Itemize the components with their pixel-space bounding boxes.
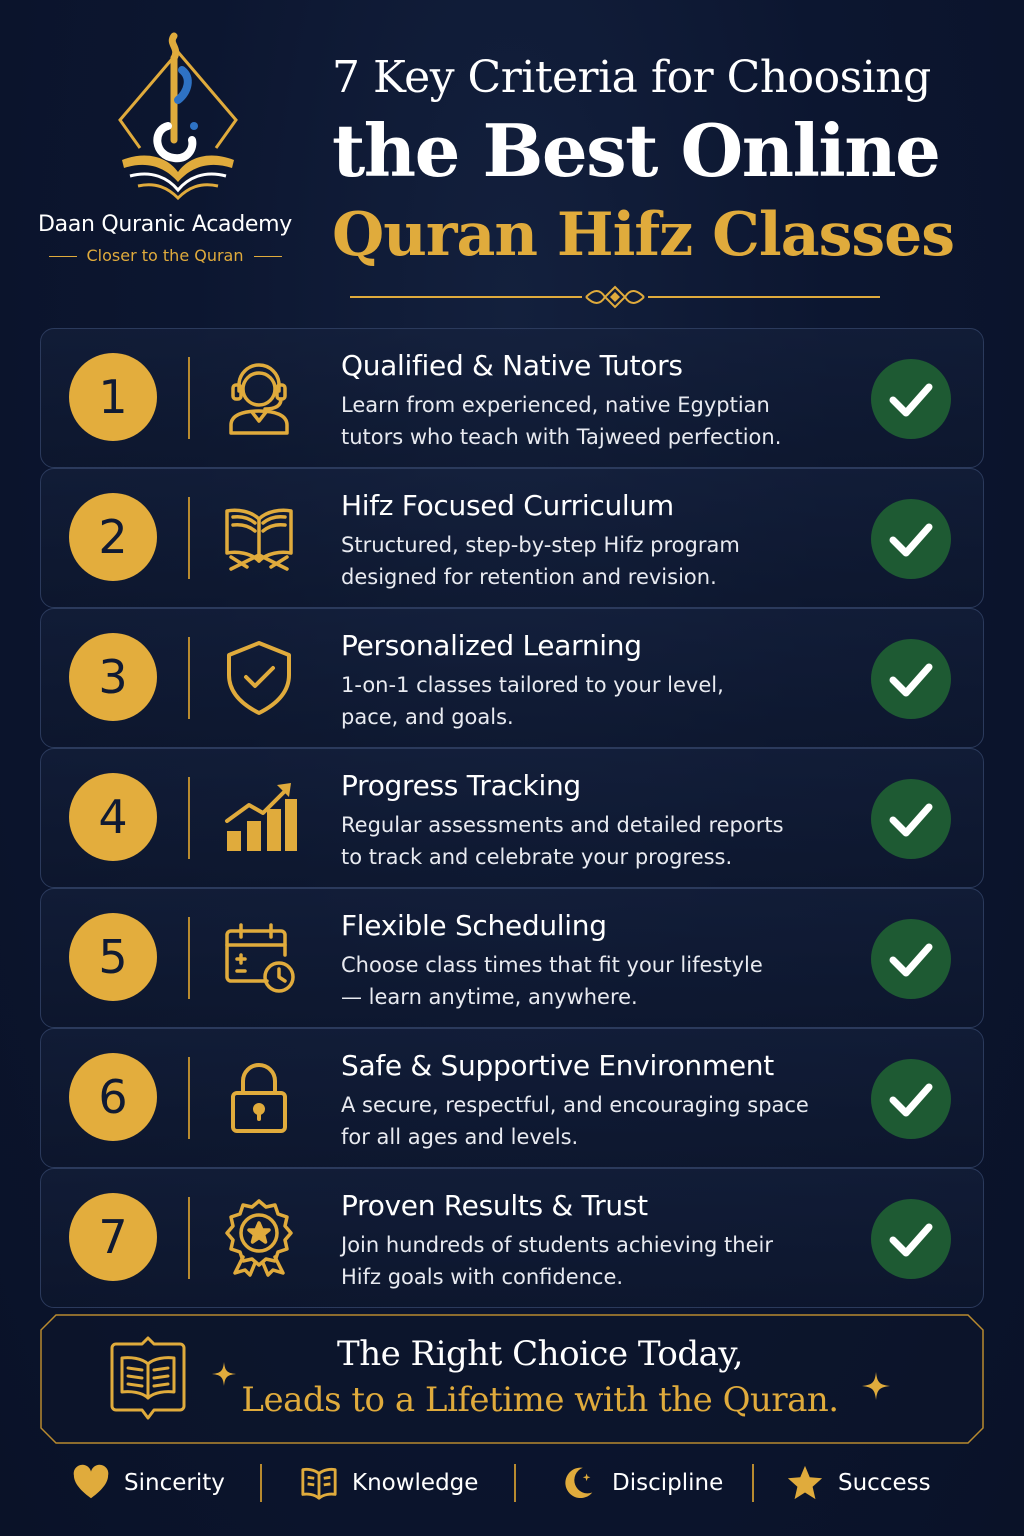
criteria-item xyxy=(40,468,984,608)
check-icon xyxy=(871,639,951,719)
description-line: — learn anytime, anywhere. xyxy=(341,985,638,1009)
shield-check-icon xyxy=(219,637,299,717)
value-success xyxy=(786,1452,931,1514)
criteria-description xyxy=(341,809,851,873)
criteria-number: 3 xyxy=(69,633,157,721)
description-line: Choose class times that fit your lifestyle xyxy=(341,953,763,977)
divider xyxy=(188,777,190,859)
value-discipline xyxy=(560,1452,723,1514)
padlock-icon xyxy=(219,1057,299,1137)
divider xyxy=(188,917,190,999)
brand-tagline: Closer to the Quran xyxy=(30,246,300,265)
logo-emblem-icon xyxy=(108,30,248,220)
book-icon xyxy=(300,1464,338,1502)
criteria-title: Hifz Focused Curriculum xyxy=(341,489,674,522)
calendar-clock-icon xyxy=(219,917,299,997)
description-line: Hifz goals with confidence. xyxy=(341,1265,624,1289)
ornament-divider xyxy=(350,284,880,310)
divider xyxy=(514,1464,516,1502)
description-line: Join hundreds of students achieving their xyxy=(341,1233,773,1257)
value-label: Knowledge xyxy=(352,1470,479,1496)
divider xyxy=(752,1464,754,1502)
title-line-1: 7 Key Criteria for Choosing xyxy=(332,52,931,103)
criteria-title: Safe & Supportive Environment xyxy=(341,1049,774,1082)
check-icon xyxy=(871,1199,951,1279)
description-line: for all ages and levels. xyxy=(341,1125,579,1149)
value-label: Discipline xyxy=(612,1470,724,1496)
divider xyxy=(188,1057,190,1139)
quote-line-1: The Right Choice Today, xyxy=(337,1334,743,1374)
header xyxy=(0,0,1024,320)
criteria-number: 7 xyxy=(69,1193,157,1281)
criteria-number: 1 xyxy=(69,353,157,441)
description-line: Learn from experienced, native Egyptian xyxy=(341,393,770,417)
description-line: Regular assessments and detailed reports xyxy=(341,813,784,837)
criteria-number: 2 xyxy=(69,493,157,581)
divider xyxy=(188,1197,190,1279)
quran-book-icon xyxy=(106,1334,190,1424)
divider xyxy=(260,1464,262,1502)
title-line-3: Quran Hifz Classes xyxy=(332,200,955,270)
criteria-title: Progress Tracking xyxy=(341,769,581,802)
check-icon xyxy=(871,779,951,859)
open-quran-icon xyxy=(219,497,299,577)
core-values xyxy=(0,1452,1024,1514)
description-line: to track and celebrate your progress. xyxy=(341,845,733,869)
criteria-description xyxy=(341,389,851,453)
growth-chart-icon xyxy=(219,777,299,857)
value-sincerity xyxy=(72,1452,225,1514)
title-line-2: the Best Online xyxy=(332,108,940,193)
description-line: A secure, respectful, and encouraging space xyxy=(341,1093,809,1117)
criteria-description xyxy=(341,529,851,593)
criteria-title: Proven Results & Trust xyxy=(341,1189,648,1222)
criteria-description xyxy=(341,669,851,733)
criteria-item xyxy=(40,328,984,468)
academy-logo xyxy=(30,30,300,280)
check-icon xyxy=(871,359,951,439)
criteria-description xyxy=(341,949,851,1013)
criteria-item xyxy=(40,1168,984,1308)
criteria-number: 4 xyxy=(69,773,157,861)
criteria-number: 6 xyxy=(69,1053,157,1141)
award-badge-icon xyxy=(219,1197,299,1277)
crescent-icon xyxy=(560,1464,598,1502)
criteria-item xyxy=(40,1028,984,1168)
value-label: Sincerity xyxy=(124,1470,225,1496)
divider xyxy=(188,497,190,579)
value-knowledge xyxy=(300,1452,478,1514)
criteria-number: 5 xyxy=(69,913,157,1001)
divider xyxy=(188,357,190,439)
criteria-title: Flexible Scheduling xyxy=(341,909,607,942)
criteria-title: Personalized Learning xyxy=(341,629,642,662)
description-line: Structured, step-by-step Hifz program xyxy=(341,533,740,557)
criteria-description xyxy=(341,1229,851,1293)
quote-banner xyxy=(40,1314,984,1444)
criteria-title: Qualified & Native Tutors xyxy=(341,349,683,382)
value-label: Success xyxy=(838,1470,931,1496)
check-icon xyxy=(871,1059,951,1139)
description-line: tutors who teach with Tajweed perfection. xyxy=(341,425,782,449)
divider xyxy=(188,637,190,719)
tutor-headset-icon xyxy=(219,357,299,437)
description-line: designed for retention and revision. xyxy=(341,565,717,589)
check-icon xyxy=(871,919,951,999)
brand-name: Daan Quranic Academy xyxy=(38,212,292,237)
criteria-item xyxy=(40,608,984,748)
description-line: pace, and goals. xyxy=(341,705,514,729)
star-icon xyxy=(786,1464,824,1502)
quote-line-2: Leads to a Lifetime with the Quran. xyxy=(241,1380,839,1420)
criteria-description xyxy=(341,1089,851,1153)
heart-icon xyxy=(72,1464,110,1502)
criteria-item xyxy=(40,748,984,888)
criteria-item xyxy=(40,888,984,1028)
description-line: 1-on-1 classes tailored to your level, xyxy=(341,673,724,697)
check-icon xyxy=(871,499,951,579)
